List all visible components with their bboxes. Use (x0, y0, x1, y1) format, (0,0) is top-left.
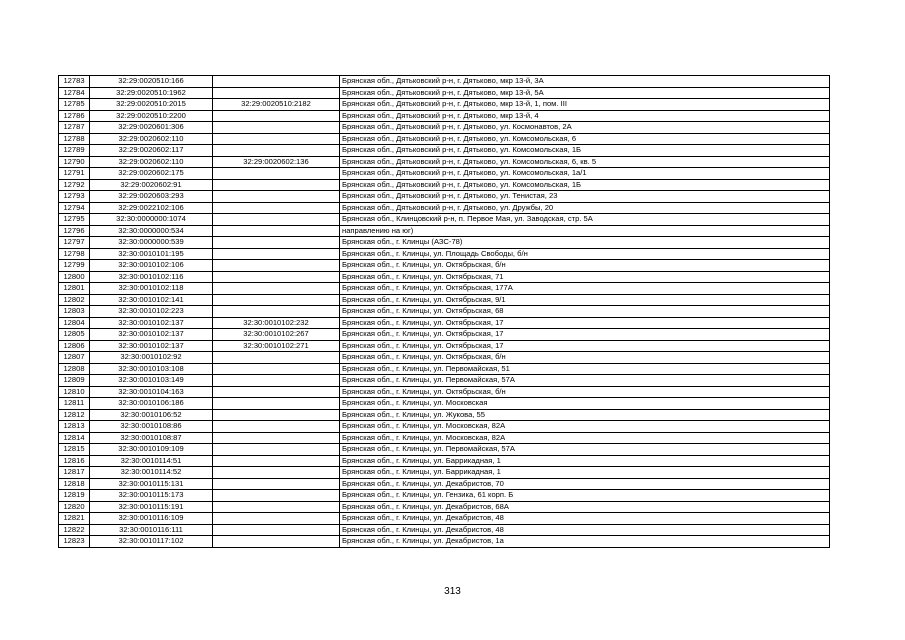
cadastral-number-cell: 32:30:0010102:116 (90, 271, 213, 283)
row-number-cell: 12791 (59, 168, 90, 180)
cadastral-number-cell: 32:29:0020603:293 (90, 191, 213, 203)
address-cell: Брянская обл., г. Клинцы, ул. Октябрьская, 9/1 (340, 294, 830, 306)
address-cell: Брянская обл., г. Клинцы, ул. Декабристов, 70 (340, 478, 830, 490)
table-row (59, 536, 830, 548)
cadastral-number-cell: 32:30:0010116:111 (90, 524, 213, 536)
row-number-cell: 12803 (59, 306, 90, 318)
table-row (59, 122, 830, 134)
row-number-cell: 12799 (59, 260, 90, 272)
cadastral-number-cell: 32:30:0010114:52 (90, 467, 213, 479)
related-cadastral-number-cell (213, 363, 340, 375)
table-row (59, 271, 830, 283)
table-row (59, 306, 830, 318)
related-cadastral-number-cell (213, 386, 340, 398)
table-row (59, 386, 830, 398)
row-number-cell: 12819 (59, 490, 90, 502)
row-number-cell: 12813 (59, 421, 90, 433)
table-row (59, 168, 830, 180)
address-cell: Брянская обл., г. Клинцы, ул. Октябрьская, 71 (340, 271, 830, 283)
row-number-cell: 12800 (59, 271, 90, 283)
row-number-cell: 12811 (59, 398, 90, 410)
address-cell: Брянская обл., г. Клинцы, ул. Октябрьская, 177А (340, 283, 830, 295)
table-row (59, 421, 830, 433)
table-row (59, 110, 830, 122)
address-cell: Брянская обл., г. Клинцы, ул. Октябрьская, б/н (340, 386, 830, 398)
cadastral-number-cell: 32:29:0020602:117 (90, 145, 213, 157)
row-number-cell: 12793 (59, 191, 90, 203)
cadastral-number-cell: 32:30:0010115:173 (90, 490, 213, 502)
related-cadastral-number-cell (213, 501, 340, 513)
cadastral-number-cell: 32:30:0010102:118 (90, 283, 213, 295)
address-cell: Брянская обл., г. Клинцы, ул. Московская, 82А (340, 432, 830, 444)
cadastral-number-cell: 32:30:0010104:163 (90, 386, 213, 398)
cadastral-number-cell: 32:30:0010102:137 (90, 317, 213, 329)
cadastral-number-cell: 32:30:0010102:137 (90, 340, 213, 352)
related-cadastral-number-cell (213, 260, 340, 272)
address-cell: Брянская обл., Дятьковский р-н, г. Дятьково, ул. Комсомольская, 6 (340, 133, 830, 145)
cadastral-number-cell: 32:29:0022102:106 (90, 202, 213, 214)
related-cadastral-number-cell (213, 490, 340, 502)
row-number-cell: 12790 (59, 156, 90, 168)
cadastral-number-cell: 32:29:0020602:175 (90, 168, 213, 180)
address-cell: Брянская обл., Дятьковский р-н, г. Дятьково, мкр 13-й, 4 (340, 110, 830, 122)
table-row (59, 524, 830, 536)
table-row (59, 329, 830, 341)
address-cell: Брянская обл., Дятьковский р-н, г. Дятьково, ул. Тенистая, 23 (340, 191, 830, 203)
address-cell: Брянская обл., Дятьковский р-н, г. Дятьково, ул. Комсомольская, 1Б (340, 179, 830, 191)
cadastral-number-cell: 32:29:0020602:110 (90, 133, 213, 145)
table-row (59, 99, 830, 111)
address-cell: Брянская обл., г. Клинцы (АЗС-78) (340, 237, 830, 249)
table-row (59, 398, 830, 410)
table-row (59, 283, 830, 295)
related-cadastral-number-cell (213, 398, 340, 410)
cadastral-number-cell: 32:30:0010102:137 (90, 329, 213, 341)
table-row (59, 375, 830, 387)
cadastral-number-cell: 32:30:0010106:52 (90, 409, 213, 421)
address-cell: Брянская обл., г. Клинцы, ул. Баррикадная, 1 (340, 455, 830, 467)
table-row (59, 214, 830, 226)
address-cell: Брянская обл., г. Клинцы, ул. Октябрьская, б/н (340, 352, 830, 364)
related-cadastral-number-cell (213, 122, 340, 134)
address-cell: Брянская обл., г. Клинцы, ул. Декабристов, 1а (340, 536, 830, 548)
related-cadastral-number-cell: 32:30:0010102:232 (213, 317, 340, 329)
cadastral-number-cell: 32:30:0010103:108 (90, 363, 213, 375)
related-cadastral-number-cell (213, 283, 340, 295)
table-row (59, 352, 830, 364)
cadastral-number-cell: 32:30:0010102:223 (90, 306, 213, 318)
table-row (59, 191, 830, 203)
cadastral-number-cell: 32:29:0020510:166 (90, 76, 213, 88)
cadastral-number-cell: 32:29:0020602:91 (90, 179, 213, 191)
related-cadastral-number-cell (213, 306, 340, 318)
table-row (59, 225, 830, 237)
table-row (59, 179, 830, 191)
address-cell: Брянская обл., Дятьковский р-н, г. Дятьково, ул. Комсомольская, 1а/1 (340, 168, 830, 180)
cadastral-number-cell: 32:30:0010117:102 (90, 536, 213, 548)
table-row (59, 455, 830, 467)
row-number-cell: 12789 (59, 145, 90, 157)
related-cadastral-number-cell (213, 191, 340, 203)
related-cadastral-number-cell (213, 513, 340, 525)
table-row (59, 76, 830, 88)
cadastral-number-cell: 32:30:0010116:109 (90, 513, 213, 525)
address-cell: Брянская обл., Дятьковский р-н, г. Дятьково, ул. Комсомольская, 6, кв. 5 (340, 156, 830, 168)
address-cell: Брянская обл., г. Клинцы, ул. Декабристов, 48 (340, 524, 830, 536)
address-cell: Брянская обл., Дятьковский р-н, г. Дятьково, ул. Космонавтов, 2А (340, 122, 830, 134)
cadastral-number-cell: 32:29:0020510:2015 (90, 99, 213, 111)
related-cadastral-number-cell (213, 455, 340, 467)
table-row (59, 432, 830, 444)
cadastral-number-cell: 32:30:0000000:1074 (90, 214, 213, 226)
related-cadastral-number-cell (213, 87, 340, 99)
row-number-cell: 12792 (59, 179, 90, 191)
address-cell: Брянская обл., г. Клинцы, ул. Первомайская, 51 (340, 363, 830, 375)
related-cadastral-number-cell (213, 133, 340, 145)
related-cadastral-number-cell: 32:29:0020510:2182 (213, 99, 340, 111)
cadastral-number-cell: 32:29:0020510:1962 (90, 87, 213, 99)
address-cell: Брянская обл., г. Клинцы, ул. Первомайская, 57А (340, 444, 830, 456)
cadastral-number-cell: 32:30:0000000:539 (90, 237, 213, 249)
row-number-cell: 12822 (59, 524, 90, 536)
related-cadastral-number-cell (213, 110, 340, 122)
table-row (59, 340, 830, 352)
related-cadastral-number-cell (213, 271, 340, 283)
address-cell: Брянская обл., г. Клинцы, ул. Октябрьская, 68 (340, 306, 830, 318)
table-row (59, 444, 830, 456)
address-cell: Брянская обл., г. Клинцы, ул. Московская (340, 398, 830, 410)
row-number-cell: 12786 (59, 110, 90, 122)
related-cadastral-number-cell (213, 248, 340, 260)
table-row (59, 294, 830, 306)
address-cell: Брянская обл., Клинцовский р-н, п. Первое Мая, ул. Заводская, стр. 5А (340, 214, 830, 226)
address-cell: Брянская обл., Дятьковский р-н, г. Дятьково, ул. Комсомольская, 1Б (340, 145, 830, 157)
address-cell: Брянская обл., г. Клинцы, ул. Баррикадная, 1 (340, 467, 830, 479)
row-number-cell: 12795 (59, 214, 90, 226)
address-cell: Брянская обл., г. Клинцы, ул. Первомайская, 57А (340, 375, 830, 387)
row-number-cell: 12787 (59, 122, 90, 134)
table-row (59, 478, 830, 490)
address-cell: Брянская обл., г. Клинцы, ул. Декабристов, 68А (340, 501, 830, 513)
address-cell: Брянская обл., г. Клинцы, ул. Октябрьская, 17 (340, 317, 830, 329)
cadastral-number-cell: 32:30:0010115:191 (90, 501, 213, 513)
row-number-cell: 12808 (59, 363, 90, 375)
address-cell: Брянская обл., Дятьковский р-н, г. Дятьково, ул. Дружбы, 20 (340, 202, 830, 214)
address-cell: Брянская обл., г. Клинцы, ул. Октябрьская, 17 (340, 329, 830, 341)
address-cell: направлению на юг) (340, 225, 830, 237)
address-cell: Брянская обл., г. Клинцы, ул. Московская, 82А (340, 421, 830, 433)
address-cell: Брянская обл., Дятьковский р-н, г. Дятьково, мкр 13-й, 3А (340, 76, 830, 88)
related-cadastral-number-cell (213, 202, 340, 214)
related-cadastral-number-cell (213, 214, 340, 226)
address-cell: Брянская обл., Дятьковский р-н, г. Дятьково, мкр 13-й, 5А (340, 87, 830, 99)
table-row (59, 87, 830, 99)
related-cadastral-number-cell (213, 179, 340, 191)
row-number-cell: 12814 (59, 432, 90, 444)
address-cell: Брянская обл., г. Клинцы, ул. Октябрьская, 17 (340, 340, 830, 352)
cadastral-number-cell: 32:30:0010102:141 (90, 294, 213, 306)
row-number-cell: 12788 (59, 133, 90, 145)
cadastral-number-cell: 32:30:0010114:51 (90, 455, 213, 467)
related-cadastral-number-cell (213, 444, 340, 456)
row-number-cell: 12820 (59, 501, 90, 513)
address-cell: Брянская обл., г. Клинцы, ул. Жукова, 55 (340, 409, 830, 421)
row-number-cell: 12785 (59, 99, 90, 111)
cadastral-number-cell: 32:30:0010109:109 (90, 444, 213, 456)
address-cell: Брянская обл., г. Клинцы, ул. Декабристов, 48 (340, 513, 830, 525)
related-cadastral-number-cell (213, 524, 340, 536)
table-row (59, 501, 830, 513)
row-number-cell: 12805 (59, 329, 90, 341)
related-cadastral-number-cell: 32:30:0010102:271 (213, 340, 340, 352)
row-number-cell: 12815 (59, 444, 90, 456)
cadastral-number-cell: 32:30:0000000:534 (90, 225, 213, 237)
row-number-cell: 12801 (59, 283, 90, 295)
row-number-cell: 12794 (59, 202, 90, 214)
related-cadastral-number-cell (213, 294, 340, 306)
property-table-body (59, 76, 830, 548)
cadastral-number-cell: 32:30:0010101:195 (90, 248, 213, 260)
row-number-cell: 12823 (59, 536, 90, 548)
related-cadastral-number-cell (213, 536, 340, 548)
cadastral-number-cell: 32:30:0010108:86 (90, 421, 213, 433)
row-number-cell: 12816 (59, 455, 90, 467)
cadastral-number-cell: 32:30:0010102:106 (90, 260, 213, 272)
table-row (59, 133, 830, 145)
cadastral-number-cell: 32:29:0020602:110 (90, 156, 213, 168)
related-cadastral-number-cell (213, 352, 340, 364)
related-cadastral-number-cell: 32:30:0010102:267 (213, 329, 340, 341)
row-number-cell: 12807 (59, 352, 90, 364)
row-number-cell: 12817 (59, 467, 90, 479)
row-number-cell: 12798 (59, 248, 90, 260)
row-number-cell: 12797 (59, 237, 90, 249)
table-row (59, 317, 830, 329)
address-cell: Брянская обл., г. Клинцы, ул. Гензика, 61 корп. Б (340, 490, 830, 502)
address-cell: Брянская обл., Дятьковский р-н, г. Дятьково, мкр 13-й, 1, пом. III (340, 99, 830, 111)
row-number-cell: 12809 (59, 375, 90, 387)
table-row (59, 490, 830, 502)
cadastral-number-cell: 32:29:0020510:2200 (90, 110, 213, 122)
cadastral-number-cell: 32:30:0010108:87 (90, 432, 213, 444)
cadastral-number-cell: 32:29:0020601:306 (90, 122, 213, 134)
table-row (59, 363, 830, 375)
cadastral-number-cell: 32:30:0010115:131 (90, 478, 213, 490)
address-cell: Брянская обл., г. Клинцы, ул. Октябрьская, б/н (340, 260, 830, 272)
row-number-cell: 12821 (59, 513, 90, 525)
table-row (59, 467, 830, 479)
related-cadastral-number-cell (213, 145, 340, 157)
table-row (59, 145, 830, 157)
related-cadastral-number-cell (213, 237, 340, 249)
row-number-cell: 12796 (59, 225, 90, 237)
row-number-cell: 12810 (59, 386, 90, 398)
row-number-cell: 12806 (59, 340, 90, 352)
related-cadastral-number-cell (213, 225, 340, 237)
row-number-cell: 12784 (59, 87, 90, 99)
related-cadastral-number-cell (213, 375, 340, 387)
property-table (58, 75, 830, 548)
related-cadastral-number-cell: 32:29:0020602:136 (213, 156, 340, 168)
table-row (59, 513, 830, 525)
related-cadastral-number-cell (213, 409, 340, 421)
table-row (59, 260, 830, 272)
related-cadastral-number-cell (213, 168, 340, 180)
row-number-cell: 12802 (59, 294, 90, 306)
cadastral-number-cell: 32:30:0010103:149 (90, 375, 213, 387)
row-number-cell: 12804 (59, 317, 90, 329)
table-row (59, 409, 830, 421)
table-row (59, 156, 830, 168)
table-row (59, 202, 830, 214)
cadastral-number-cell: 32:30:0010102:92 (90, 352, 213, 364)
related-cadastral-number-cell (213, 467, 340, 479)
table-row (59, 248, 830, 260)
related-cadastral-number-cell (213, 76, 340, 88)
cadastral-number-cell: 32:30:0010106:186 (90, 398, 213, 410)
address-cell: Брянская обл., г. Клинцы, ул. Площадь Свободы, б/н (340, 248, 830, 260)
related-cadastral-number-cell (213, 478, 340, 490)
table-row (59, 237, 830, 249)
row-number-cell: 12783 (59, 76, 90, 88)
related-cadastral-number-cell (213, 432, 340, 444)
row-number-cell: 12812 (59, 409, 90, 421)
row-number-cell: 12818 (59, 478, 90, 490)
related-cadastral-number-cell (213, 421, 340, 433)
page-number: 313 (444, 586, 461, 597)
